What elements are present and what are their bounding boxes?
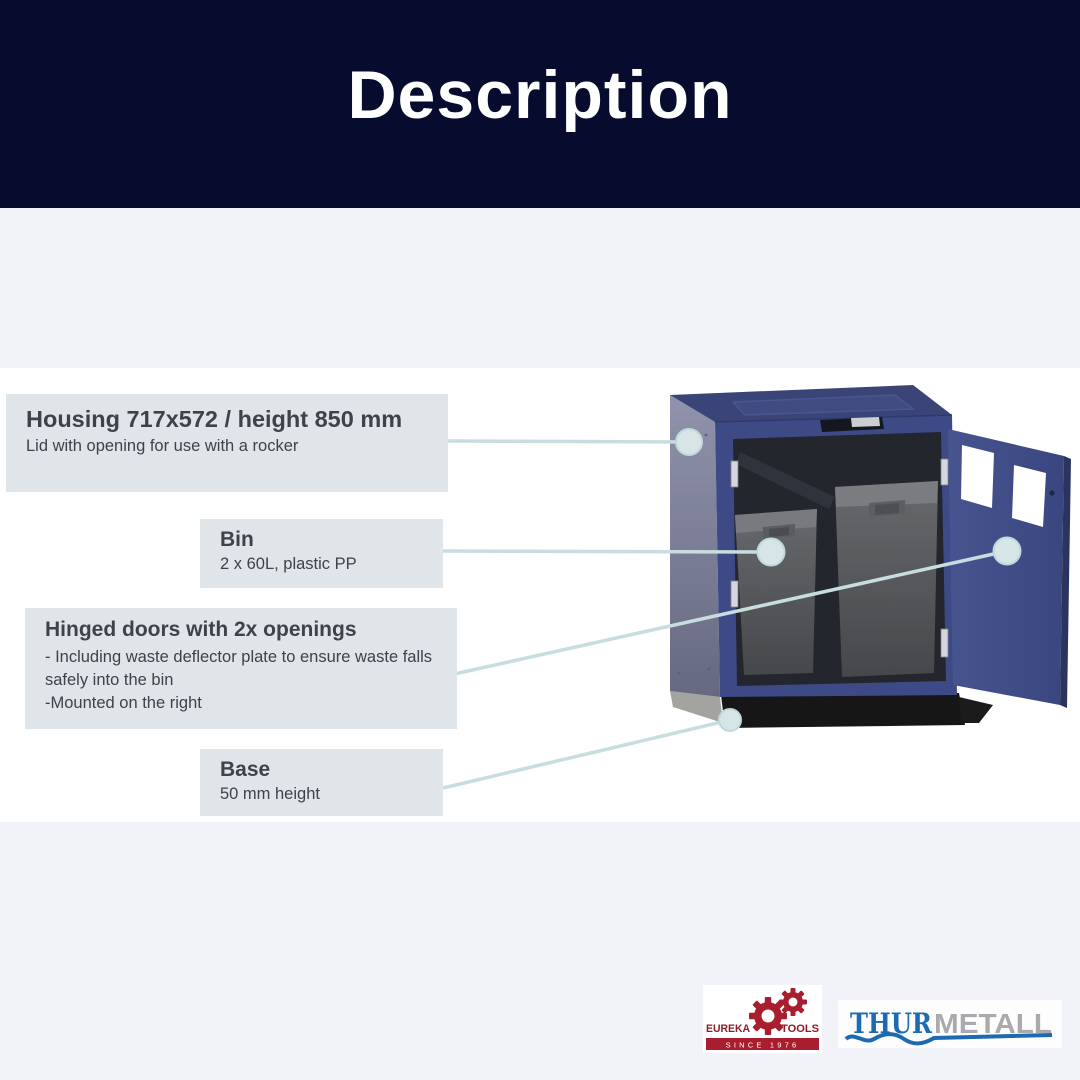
callout-housing-body: Lid with opening for use with a rocker <box>26 437 299 455</box>
cabinet-base-shadow <box>959 697 993 723</box>
screw-dot <box>708 668 711 671</box>
waste-bin-left <box>735 509 817 675</box>
callout-bin <box>200 519 443 588</box>
callout-bin-body: 2 x 60L, plastic PP <box>220 555 357 573</box>
hinge <box>941 629 948 657</box>
thurmetall-logo <box>838 1000 1062 1048</box>
hinge <box>731 461 738 487</box>
screw-dot <box>678 672 681 675</box>
thur-wordmark: THUR <box>850 1007 933 1040</box>
waste-bin-right <box>835 481 938 677</box>
cabinet-door <box>948 429 1071 708</box>
page-title: Description <box>347 57 733 133</box>
hinge <box>941 459 948 485</box>
callout-base-body: 50 mm height <box>220 785 320 803</box>
callout-hinged-doors <box>25 608 457 729</box>
callout-hinged-doors-title: Hinged doors with 2x openings <box>45 618 357 641</box>
eureka-tools-logo-art <box>703 985 822 1053</box>
callout-base-title: Base <box>220 758 271 781</box>
gear-icon <box>779 988 807 1016</box>
hinge <box>731 581 738 607</box>
header <box>0 0 1080 208</box>
metall-wordmark: METALL <box>934 1008 1052 1039</box>
screw-dot <box>705 434 708 437</box>
callout-base <box>200 749 443 816</box>
tools-wordmark: TOOLS <box>781 1023 819 1035</box>
door-opening-1 <box>961 445 994 508</box>
rocker-slot-insert <box>851 417 880 427</box>
callout-hinged-doors-body-2: -Mounted on the right <box>45 693 202 712</box>
callout-housing-title: Housing 717x572 / height 850 mm <box>26 406 403 432</box>
callout-housing <box>6 394 448 492</box>
door-opening-2 <box>1012 465 1046 527</box>
callout-bin-title: Bin <box>220 528 254 551</box>
cabinet-side-panel <box>670 395 720 697</box>
callout-hinged-doors-body-1: - Including waste deflector plate to ensure waste falls safely into the bin <box>45 648 433 689</box>
thurmetall-logo-art <box>838 1000 1062 1048</box>
cabinet-base <box>721 693 965 728</box>
eureka-tagline: SINCE 1976 <box>725 1040 800 1050</box>
cabinet-diagram <box>645 375 1080 755</box>
eureka-tools-logo <box>703 985 822 1053</box>
eureka-wordmark: EUREKA <box>706 1023 751 1035</box>
screw-dot <box>677 446 680 449</box>
door-lock-hole <box>1049 490 1054 495</box>
